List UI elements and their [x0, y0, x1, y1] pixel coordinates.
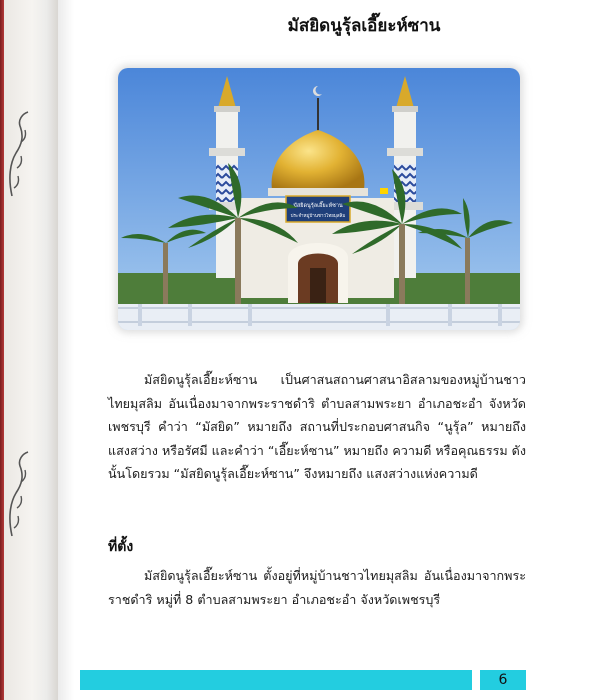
book-spine: [0, 0, 58, 700]
page-number: 6: [480, 670, 526, 690]
spine-edge: [0, 0, 4, 700]
sign-line-2: ประจำหมู่บ้านชาวไทยมุสลิม: [290, 214, 346, 219]
spine-shadow: [58, 0, 74, 700]
footer-accent-bar: [80, 670, 472, 690]
location-heading: ที่ตั้ง: [108, 539, 134, 555]
spine-ornament-bottom: [6, 448, 36, 540]
sign-line-1: มัสยิดนูรุ้ลเอี๊ยะห์ซาน: [293, 203, 343, 209]
mosque-photo: [118, 68, 520, 330]
spine-ornament-top: [6, 108, 36, 200]
page-title: มัสยิดนูรุ้ลเอี๊ยะห์ซาน: [287, 16, 441, 36]
location-paragraph: มัสยิดนูรุ้ลเอี๊ยะห์ซาน ตั้งอยู่ที่หมู่บ้านชาวไทยมุสลิม อันเนื่องมาจากพระราชดำริ หมู่ที่ 8 ตำบลสามพระยา อำเภอชะอำ จังหวัดเพชรบุรี: [108, 568, 526, 607]
description-paragraph: มัสยิดนูรุ้ลเอี๊ยะห์ซาน เป็นศาสนสถานศาสนาอิสลามของหมู่บ้านชาวไทยมุสลิม อันเนื่องมาจากพระราชดำริ ตำบลสามพระยา อำเภอชะอำ จังหวัดเพชรบุรี คำว่า “มัสยิด” หมายถึง สถานที่ประกอบศาสนกิจ “นูรุ้ล” หมายถึง แสงสว่าง หรือรัศมี และคำว่า “เอี๊ยะห์ซาน” หมายถึง ความดี หรือคุณธรรม ดังนั้นโดยรวม “มัสยิดนูรุ้ลเอี๊ยะห์ซาน” จึงหมายถึง แสงสว่างแห่งความดี: [108, 372, 526, 481]
